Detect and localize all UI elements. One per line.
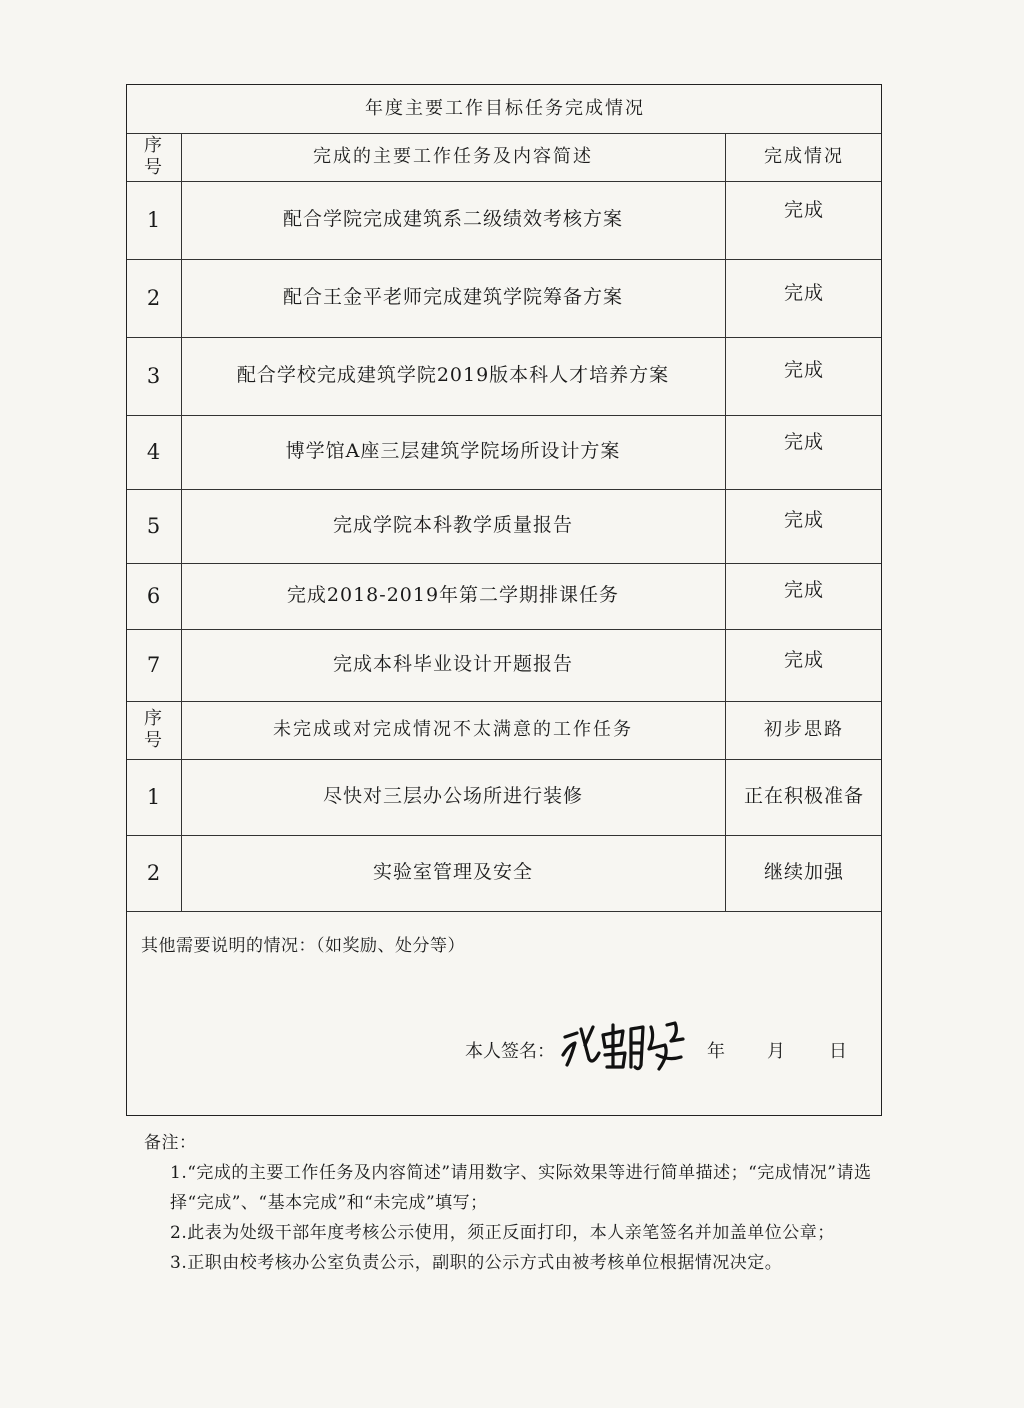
notes-section: [126, 1128, 886, 1278]
seq-header: 序号: [144, 134, 164, 178]
status-header: 完成情况: [764, 145, 844, 167]
day-label: 日: [829, 1041, 847, 1062]
task-description: 博学馆A座三层建筑学院场所设计方案: [285, 440, 621, 463]
task-plan: 继续加强: [763, 861, 844, 884]
table-title: 年度主要工作目标任务完成情况: [365, 97, 645, 119]
plan-header: 初步思路: [764, 718, 844, 740]
task-status: 完成: [783, 359, 824, 382]
note-item: 1.“完成的主要工作任务及内容简述”请用数字、实际效果等进行简单描述；“完成情况”请选择“完成”、“基本完成”和“未完成”填写；: [170, 1163, 872, 1213]
task-status: 完成: [783, 509, 824, 532]
task-description: 完成本科毕业设计开题报告: [332, 653, 573, 676]
task-header: 完成的主要工作任务及内容简述: [313, 145, 593, 167]
note-item: 3.正职由校考核办公室负责公示，副职的公示方式由被考核单位根据情况决定。: [170, 1253, 783, 1273]
row-number: 6: [146, 583, 162, 608]
task-description: 配合学院完成建筑系二级绩效考核方案: [282, 208, 623, 231]
note-item: 2.此表为处级干部年度考核公示使用，须正反面打印，本人亲笔签名并加盖单位公章；: [170, 1223, 835, 1243]
task-plan: 正在积极准备: [743, 785, 864, 808]
task-description: 配合学校完成建筑学院2019版本科人才培养方案: [236, 364, 670, 387]
row-number: 1: [146, 207, 162, 232]
incomplete-task-header: 未完成或对完成情况不太满意的工作任务: [273, 718, 633, 740]
row-number: 2: [146, 285, 162, 310]
signature-label: 本人签名：: [465, 1041, 555, 1062]
row-number: 7: [146, 652, 162, 677]
task-status: 完成: [783, 579, 824, 602]
task-description: 完成学院本科教学质量报告: [332, 514, 573, 537]
row-number: 4: [146, 439, 162, 464]
month-label: 月: [767, 1041, 785, 1062]
task-description: 实验室管理及安全: [372, 861, 533, 884]
row-number: 5: [146, 513, 162, 538]
row-number: 3: [146, 363, 162, 388]
row-number: 1: [146, 784, 162, 809]
task-description: 配合王金平老师完成建筑学院筹备方案: [282, 286, 623, 309]
task-status: 完成: [783, 649, 824, 672]
task-status: 完成: [783, 199, 824, 222]
task-description: 尽快对三层办公场所进行装修: [322, 785, 583, 808]
seq-header-2: 序号: [144, 707, 164, 751]
other-notes-label: 其他需要说明的情况：（如奖励、处分等）: [141, 936, 465, 956]
task-status: 完成: [783, 282, 824, 305]
task-status: 完成: [783, 431, 824, 454]
row-number: 2: [146, 860, 162, 885]
notes-title: 备注：: [144, 1133, 197, 1153]
handwritten-signature: [559, 1015, 689, 1071]
year-label: 年: [707, 1041, 725, 1062]
signature-row: [127, 1037, 881, 1087]
task-description: 完成2018-2019年第二学期排课任务: [286, 584, 620, 607]
task-table: [126, 84, 882, 1116]
